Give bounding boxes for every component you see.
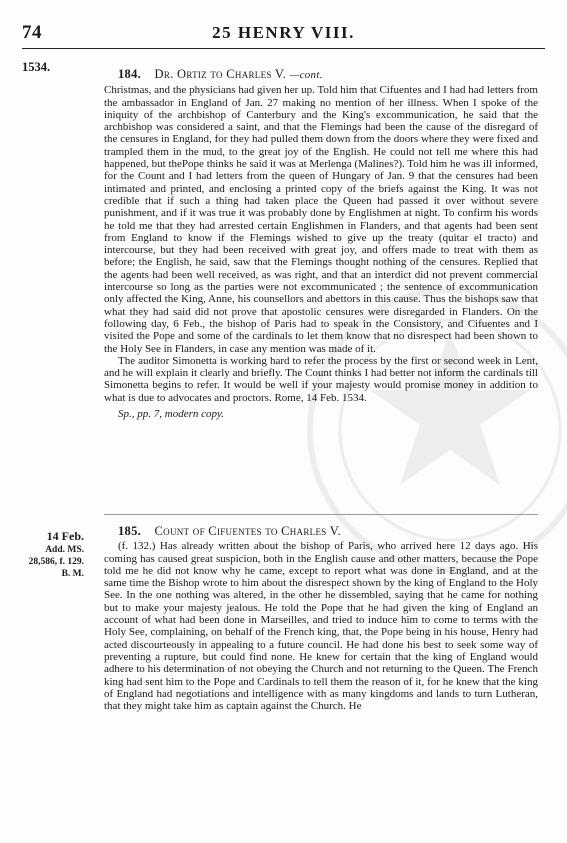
entry-divider	[104, 514, 538, 515]
paragraph: Christmas, and the physicians had given her up. Told him that Cifuentes and I had had letters from the ambassador in England of Jan. 27 making no mention of her illness. When I spoke of the iniquity of the archbishop of Canterbury and the King's excommunication, he said that the archbishop was considered a saint, and that the Flemings had been the cause of the disregard of the censures in England, for they had pulled them down from the doors where they were fixed and trampled them in the mud, to the great joy of the English. He could not tell me where this had happened, but thePope thinks he said it was at Merlenga (Malines?). Told him he was ill informed, for the Count and I had letters from the queen of Hungary of Jan. 9 that the censures had been intimated and printed, and enclosing a printed copy of the briefs against the King. It was not credible that if such a thing had taken place the Queen had passed it over without severe punishment, and if it was true it was probably done by Englishmen at night. To confirm his words he told me that they had arrested certain Englishmen in Flanders, and that agents had been sent from England to know if the Flemings wished to give up the treaty (quitar el tracto) and intercourse, but they had been received with great joy, and offers made to treat with them as before; the English, he said, saw that the Flemings thought nothing of the censures. Replied that the agents had been well received, as was right, and that an interdict did not prevent commercial intercourse so long as the parties were not excommunicated ; the sentence of excommunication only affected the King, Anne, his counsellors and abettors in this cause. Thus the bishops saw that what they had said did not prove that apostolic censures were disregarded in Flanders. On the following day, 6 Feb., the bishop of Paris had to speak in the Consistory, and Cifuentes and I visited the Pope and some of the cardinals to let them know that no disrespect had been shown to the Holy See in Flanders, in case any mention was made of it.	[104, 84, 538, 355]
entry-184	[104, 68, 538, 420]
entry-title: Count of Cifuentes to Charles V.	[154, 524, 341, 538]
entry-number: 185.	[118, 524, 142, 538]
paragraph: The auditor Simonetta is working hard to refer the process by the first or second week in Lent, and he will explain it clearly and briefly. The Count thinks I had better not inform the cardinals till Simonetta begins to refer. It would be well if your majesty would promise money in addition to what is due to advocates and proctors. Rome, 14 Feb. 1534.	[104, 354, 538, 404]
entry-185	[104, 525, 538, 712]
page-header	[22, 22, 545, 44]
margin-ref: 28,586, f. 129.	[28, 557, 84, 567]
margin-ref: Add. MS.	[45, 545, 84, 555]
continued-marker: —cont.	[289, 69, 323, 81]
entry-number: 184.	[118, 67, 142, 81]
entry-title: Dr. Ortiz to Charles V.	[154, 67, 287, 81]
paragraph: (f. 132.) Has already written about the bishop of Paris, who arrived here 12 days ago. His coming has caused great suspicion, both in the English cause and other matters, because the Pope told me he did not know why he came, except to report what was done in England, and at the same time the Bishop wrote to him about the disrespect shown by the king of England to the Holy See. In the one nothing was altered, in the other he dissembled, saying that he came for nothing but to make your majesty jealous. He told the Pope that he had given the king of England an account of what had been done in Marseilles, and tried to induce him to come to terms with the Holy See, complaining, on behalf of the French king, that, the Pope being in his house, Henry had acted discourteously in appealing to a future council. He had done his best to seek some way of preventing a rupture, but could find none. He knew for certain that the king of England would adhere to his determination of not obeying the Church and not returning to the Queen. The French king had sent him to the Pope and Cardinals to tell them the reason of it, for he knew that the king of England had negotiations and intelligence with as many kingdoms and lands to turn Lutheran, that they might take him as captain against the Church. He	[104, 540, 538, 713]
margin-date: 14 Feb.	[46, 529, 84, 543]
entry-heading	[118, 525, 538, 537]
source-note: Sp., pp. 7, modern copy.	[118, 408, 225, 421]
margin-notes	[14, 530, 84, 580]
header-rule	[22, 48, 545, 49]
year-label: 1534.	[22, 60, 51, 74]
entry-heading	[118, 68, 538, 81]
margin-ref: B. M.	[61, 569, 84, 579]
running-head: 25 HENRY VIII.	[212, 23, 355, 42]
page-number: 74	[22, 22, 42, 43]
